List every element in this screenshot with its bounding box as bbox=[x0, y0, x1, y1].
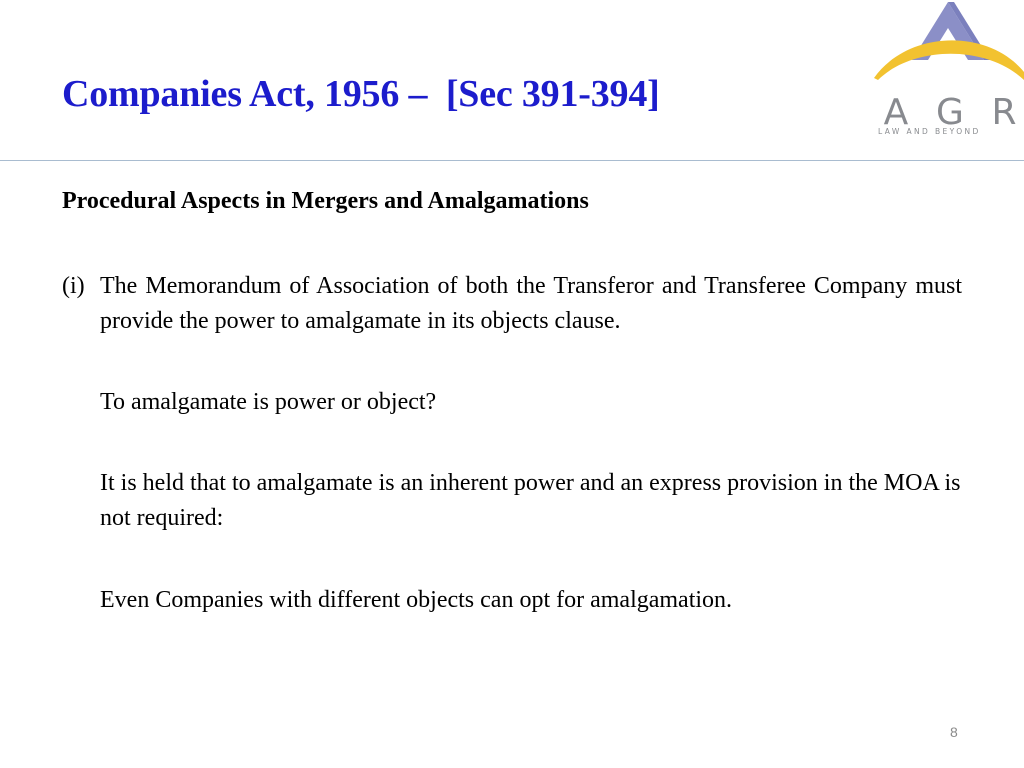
page-number: 8 bbox=[950, 724, 958, 740]
list-item-marker: (i) bbox=[62, 273, 85, 299]
logo-letter-r: R bbox=[991, 92, 1017, 133]
slide-title: Companies Act, 1956 – [Sec 391-394] bbox=[62, 73, 660, 115]
logo-tagline: LAW AND BEYOND bbox=[878, 127, 981, 136]
paragraph-memorandum: The Memorandum of Association of both the Transferor and Transferee Company must provide the power to amalgamate in its objects clause. bbox=[100, 273, 962, 334]
title-divider bbox=[0, 160, 1024, 161]
paragraph-different-objects: Even Companies with different objects can opt for amalgamation. bbox=[100, 587, 733, 613]
paragraph-inherent-power: It is held that to amalgamate is an inherent power and an express provision in the MOA is not required: bbox=[100, 470, 961, 531]
section-heading: Procedural Aspects in Mergers and Amalgamations bbox=[62, 188, 589, 214]
logo-letter-a: A bbox=[883, 92, 909, 133]
paragraph-question: To amalgamate is power or object? bbox=[100, 389, 437, 415]
logo-letter-g: G bbox=[936, 92, 964, 133]
